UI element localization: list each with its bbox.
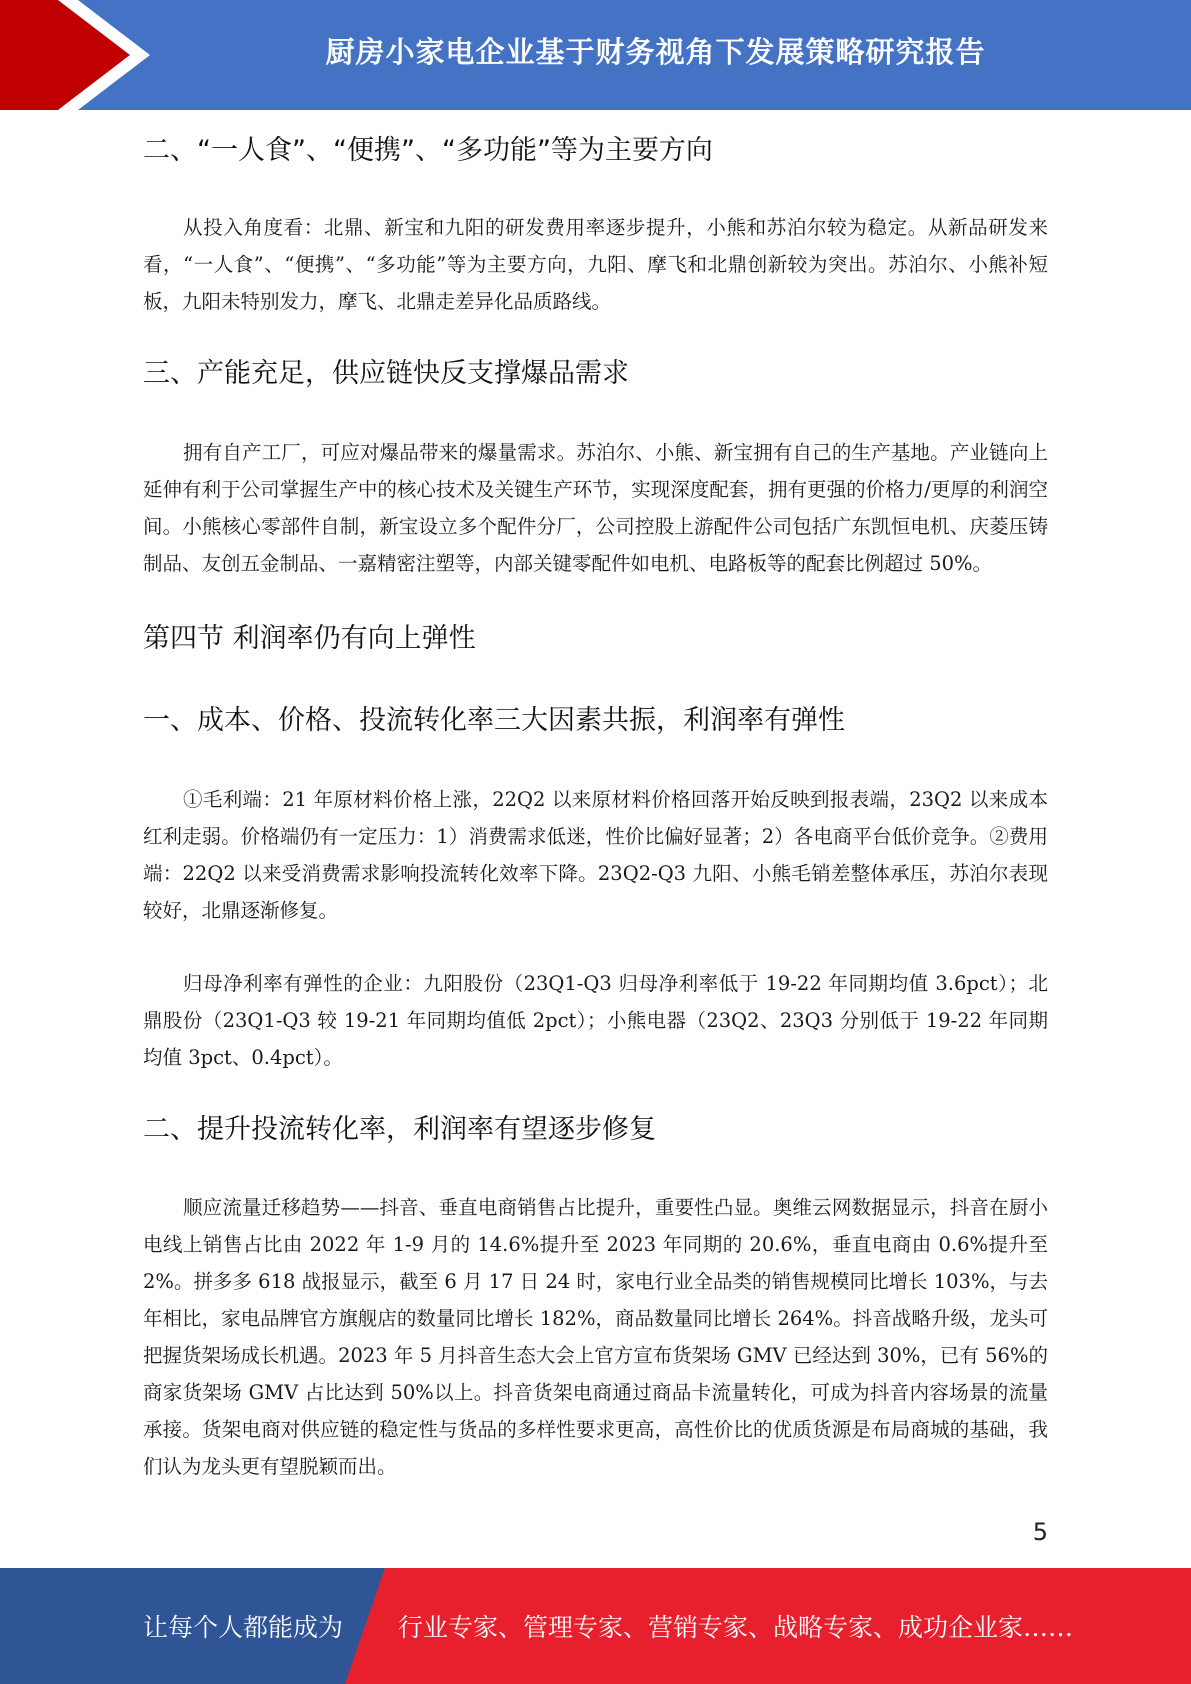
section-heading: 一、成本、价格、投流转化率三大因素共振，利润率有弹性 — [143, 705, 845, 737]
page-footer — [0, 1568, 1191, 1684]
paragraph: 拥有自产工厂，可应对爆品带来的爆量需求。苏泊尔、小熊、新宝拥有自己的生产基地。产业链向上延伸有利于公司掌握生产中的核心技术及关键生产环节，实现深度配套，拥有更强的价格力/更厚的利润空间。小熊核心零部件自制，新宝设立多个配件分厂，公司控股上游配件公司包括广东凯恒电机、庆菱压铸制品、友创五金制品、一嘉精密注塑等，内部关键零配件如电机、电路板等的配套比例超过 50%。 — [143, 441, 1048, 576]
paragraph: 归母净利率有弹性的企业：九阳股份（23Q1-Q3 归母净利率低于 19-22 年同期均值 3.6pct）；北鼎股份（23Q1-Q3 较 19-21 年同期均值低 2pct）；小熊电器（23Q2、23Q3 分别低于 19-22 年同期均值 3pct、0.4pct）。 — [143, 972, 1048, 1070]
page-number: 5 — [1032, 1518, 1048, 1546]
chapter-heading: 第四节 利润率仍有向上弹性 — [143, 623, 476, 655]
section-heading: 二、提升投流转化率，利润率有望逐步修复 — [143, 1114, 656, 1146]
section-heading: 三、产能充足，供应链快反支撑爆品需求 — [143, 358, 629, 390]
page-header — [0, 0, 1191, 110]
page-content — [143, 120, 1048, 1485]
section-heading: 二、“一人食”、“便携”、“多功能”等为主要方向 — [143, 135, 713, 166]
paragraph: 从投入角度看：北鼎、新宝和九阳的研发费用率逐步提升，小熊和苏泊尔较为稳定。从新品研发来看，“一人食”、“便携”、“多功能”等为主要方向，九阳、摩飞和北鼎创新较为突出。苏泊尔、小熊补短板，九阳未特别发力，摩飞、北鼎走差异化品质路线。 — [143, 216, 1048, 314]
paragraph: ①毛利端：21 年原材料价格上涨，22Q2 以来原材料价格回落开始反映到报表端，23Q2 以来成本红利走弱。价格端仍有一定压力：1）消费需求低迷，性价比偏好显著；2）各电商平台低价竞争。②费用端：22Q2 以来受消费需求影响投流转化效率下降。23Q2-Q3 九阳、小熊毛销差整体承压，苏泊尔表现较好，北鼎逐渐修复。 — [143, 788, 1048, 923]
report-title: 厨房小家电企业基于财务视角下发展策略研究报告 — [325, 34, 986, 69]
footer-slogan-left: 让每个人都能成为 — [143, 1613, 344, 1642]
footer-slogan-right: 行业专家、管理专家、营销专家、战略专家、成功企业家…… — [398, 1613, 1074, 1642]
paragraph: 顺应流量迁移趋势——抖音、垂直电商销售占比提升，重要性凸显。奥维云网数据显示，抖音在厨小电线上销售占比由 2022 年 1-9 月的 14.6%提升至 2023 年同期的 20.6%，垂直电商由 0.6%提升至 2%。拼多多 618 战报显示，截至 6 月 17 日 24 时，家电行业全品类的销售规模同比增长 103%，与去年相比，家电品牌官方旗舰店的数量同比增长 182%，商品数量同比增长 264%。抖音战略升级，龙头可把握货架场成长机遇。2023 年 5 月抖音生态大会上官方宣布货架场 GMV 已经达到 30%，已有 56%的商家货架场 GMV 占比达到 50%以上。抖音货架电商通过商品卡流量转化，可成为抖音内容场景的流量承接。货架电商对供应链的稳定性与货品的多样性要求更高，高性价比的优质货源是布局商城的基础，我们认为龙头更有望脱颖而出。 — [143, 1196, 1048, 1479]
header-arrow-decoration — [0, 0, 160, 110]
